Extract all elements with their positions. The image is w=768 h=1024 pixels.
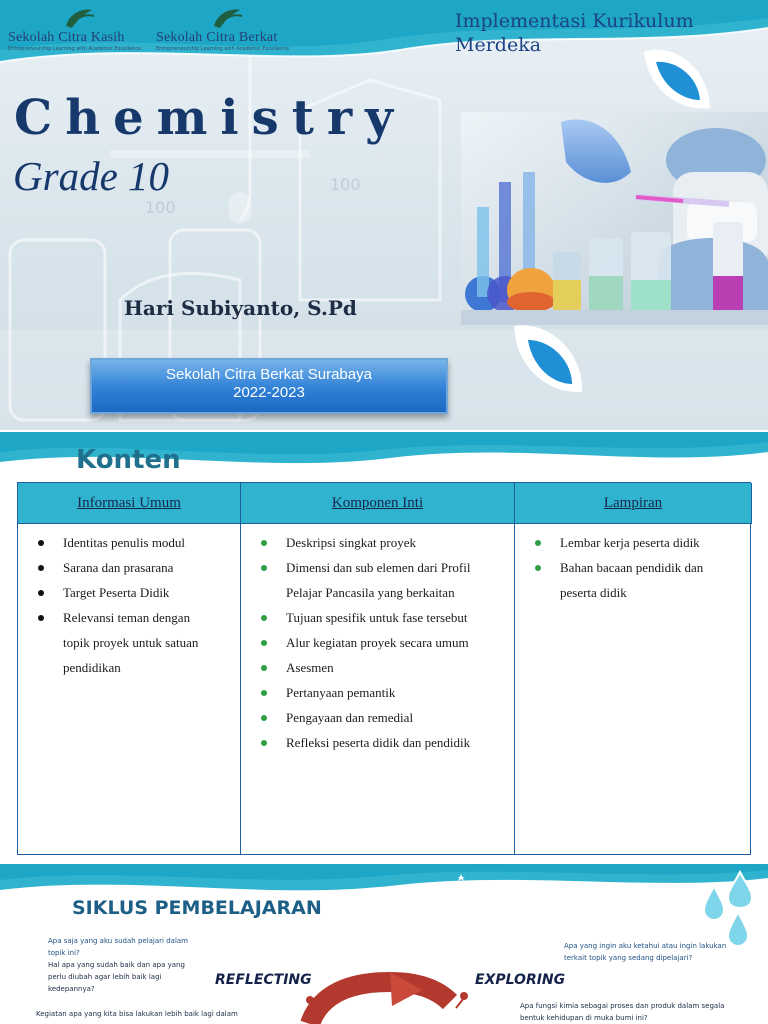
contents-table (17, 482, 751, 855)
contents-title: Konten (76, 445, 181, 475)
list-item-text: peserta didik (560, 585, 627, 600)
list-item: Sarana dan prasarana (18, 555, 232, 580)
question-text: bentuk kehidupan di muka bumi ini? (520, 1014, 648, 1022)
list-item: Tujuan spesifik untuk fase tersebut (241, 605, 506, 630)
lab-photo (461, 112, 768, 325)
reflect-question (36, 1008, 238, 1020)
list-item: Refleksi peserta didik dan pendidik (241, 730, 506, 755)
reflect-question (48, 959, 185, 995)
question-text: Apa fungsi kimia sebagai proses dan produk dalam segala (520, 1002, 725, 1010)
list-item-text: Bahan bacaan pendidik dan (560, 560, 704, 575)
logo-citra-kasih (8, 6, 148, 54)
school-emblem-icon (210, 6, 244, 30)
school-info-box (90, 358, 448, 414)
list-item-text: Pelajar Pancasila yang berkaitan (286, 585, 455, 600)
question-text: Apa yang ingin aku ketahui atau ingin lakukan (564, 942, 727, 950)
logo-name: Sekolah Citra Kasih (8, 30, 125, 45)
column-header: Informasi Umum (18, 483, 241, 524)
cycle-title: SIKLUS PEMBELAJARAN (72, 897, 322, 919)
question-text: terkait topik yang sedang dipelajari? (564, 954, 693, 962)
list-item: Target Peserta Didik (18, 580, 232, 605)
curriculum-heading (455, 9, 760, 57)
list-item-text: pendidikan (63, 660, 121, 675)
general-info-cell (18, 524, 241, 854)
list-item: Pertanyaan pemantik (241, 680, 506, 705)
question-text: Apa saja yang aku sudah pelajari dalam (48, 937, 188, 945)
list-item: Pengayaan dan remedial (241, 705, 506, 730)
list-item-text: Relevansi teman dengan (63, 610, 191, 625)
phase-reflecting: REFLECTING (215, 972, 312, 988)
logo-tagline: Entrepreneurship Learning with Academic Excellence (8, 46, 142, 52)
list-item-text: topik proyek untuk satuan (63, 635, 199, 650)
phase-exploring: EXPLORING (475, 972, 566, 988)
author-name: Hari Subiyanto, S.Pd (124, 296, 357, 320)
bullet-list (515, 530, 744, 605)
list-item: Alur kegiatan proyek secara umum (241, 630, 506, 655)
logo-name: Sekolah Citra Berkat (156, 30, 278, 45)
list-item (241, 555, 506, 605)
list-item: Identitas penulis modul (18, 530, 232, 555)
column-header: Lampiran (515, 483, 752, 524)
question-text: Kegiatan apa yang kita bisa lakukan lebih baik lagi dalam (36, 1010, 238, 1018)
water-drops-icon (700, 868, 760, 948)
cycle-node (460, 992, 468, 1000)
school-name: Sekolah Citra Berkat Surabaya (166, 366, 372, 383)
core-components-cell (241, 524, 515, 854)
reflect-question (48, 935, 188, 959)
scientist-lab-image (461, 112, 768, 325)
cycle-diagram (270, 972, 480, 1024)
leaf-decoration-icon (640, 42, 714, 114)
slide-title: Chemistry (14, 90, 407, 146)
list-item: Lembar kerja peserta didik (515, 530, 744, 555)
question-text: perlu diubah agar lebih baik lagi (48, 973, 162, 981)
contents-slide (0, 432, 768, 862)
logo-citra-berkat (156, 6, 296, 54)
explore-question (564, 940, 726, 964)
appendix-cell (515, 524, 752, 854)
leaf-decoration-icon (508, 318, 588, 398)
column-header: Komponen Inti (241, 483, 515, 524)
school-emblem-icon (62, 6, 96, 30)
logo-tagline: Entrepreneurship Learning with Academic Excellence (156, 46, 290, 52)
svg-text:100: 100 (145, 198, 176, 217)
list-item (18, 605, 232, 680)
list-item (515, 555, 744, 605)
svg-text:100: 100 (330, 175, 361, 194)
explore-question (520, 1000, 724, 1024)
curriculum-line: Implementasi Kurikulum (455, 10, 694, 32)
school-year: 2022-2023 (233, 384, 305, 401)
cycle-node (306, 996, 314, 1004)
curriculum-line: Merdeka (455, 34, 542, 56)
question-text: topik ini? (48, 949, 80, 957)
cover-slide (0, 0, 768, 430)
bullet-list (18, 530, 232, 680)
question-text: kedepannya? (48, 985, 95, 993)
question-text: Hal apa yang sudah baik dan apa yang (48, 961, 185, 969)
grade-label: Grade 10 (13, 153, 170, 199)
list-item: Deskripsi singkat proyek (241, 530, 506, 555)
list-item-text: Dimensi dan sub elemen dari Profil (286, 560, 471, 575)
list-item: Asesmen (241, 655, 506, 680)
bullet-list (241, 530, 506, 755)
learning-cycle-slide (0, 864, 768, 1024)
